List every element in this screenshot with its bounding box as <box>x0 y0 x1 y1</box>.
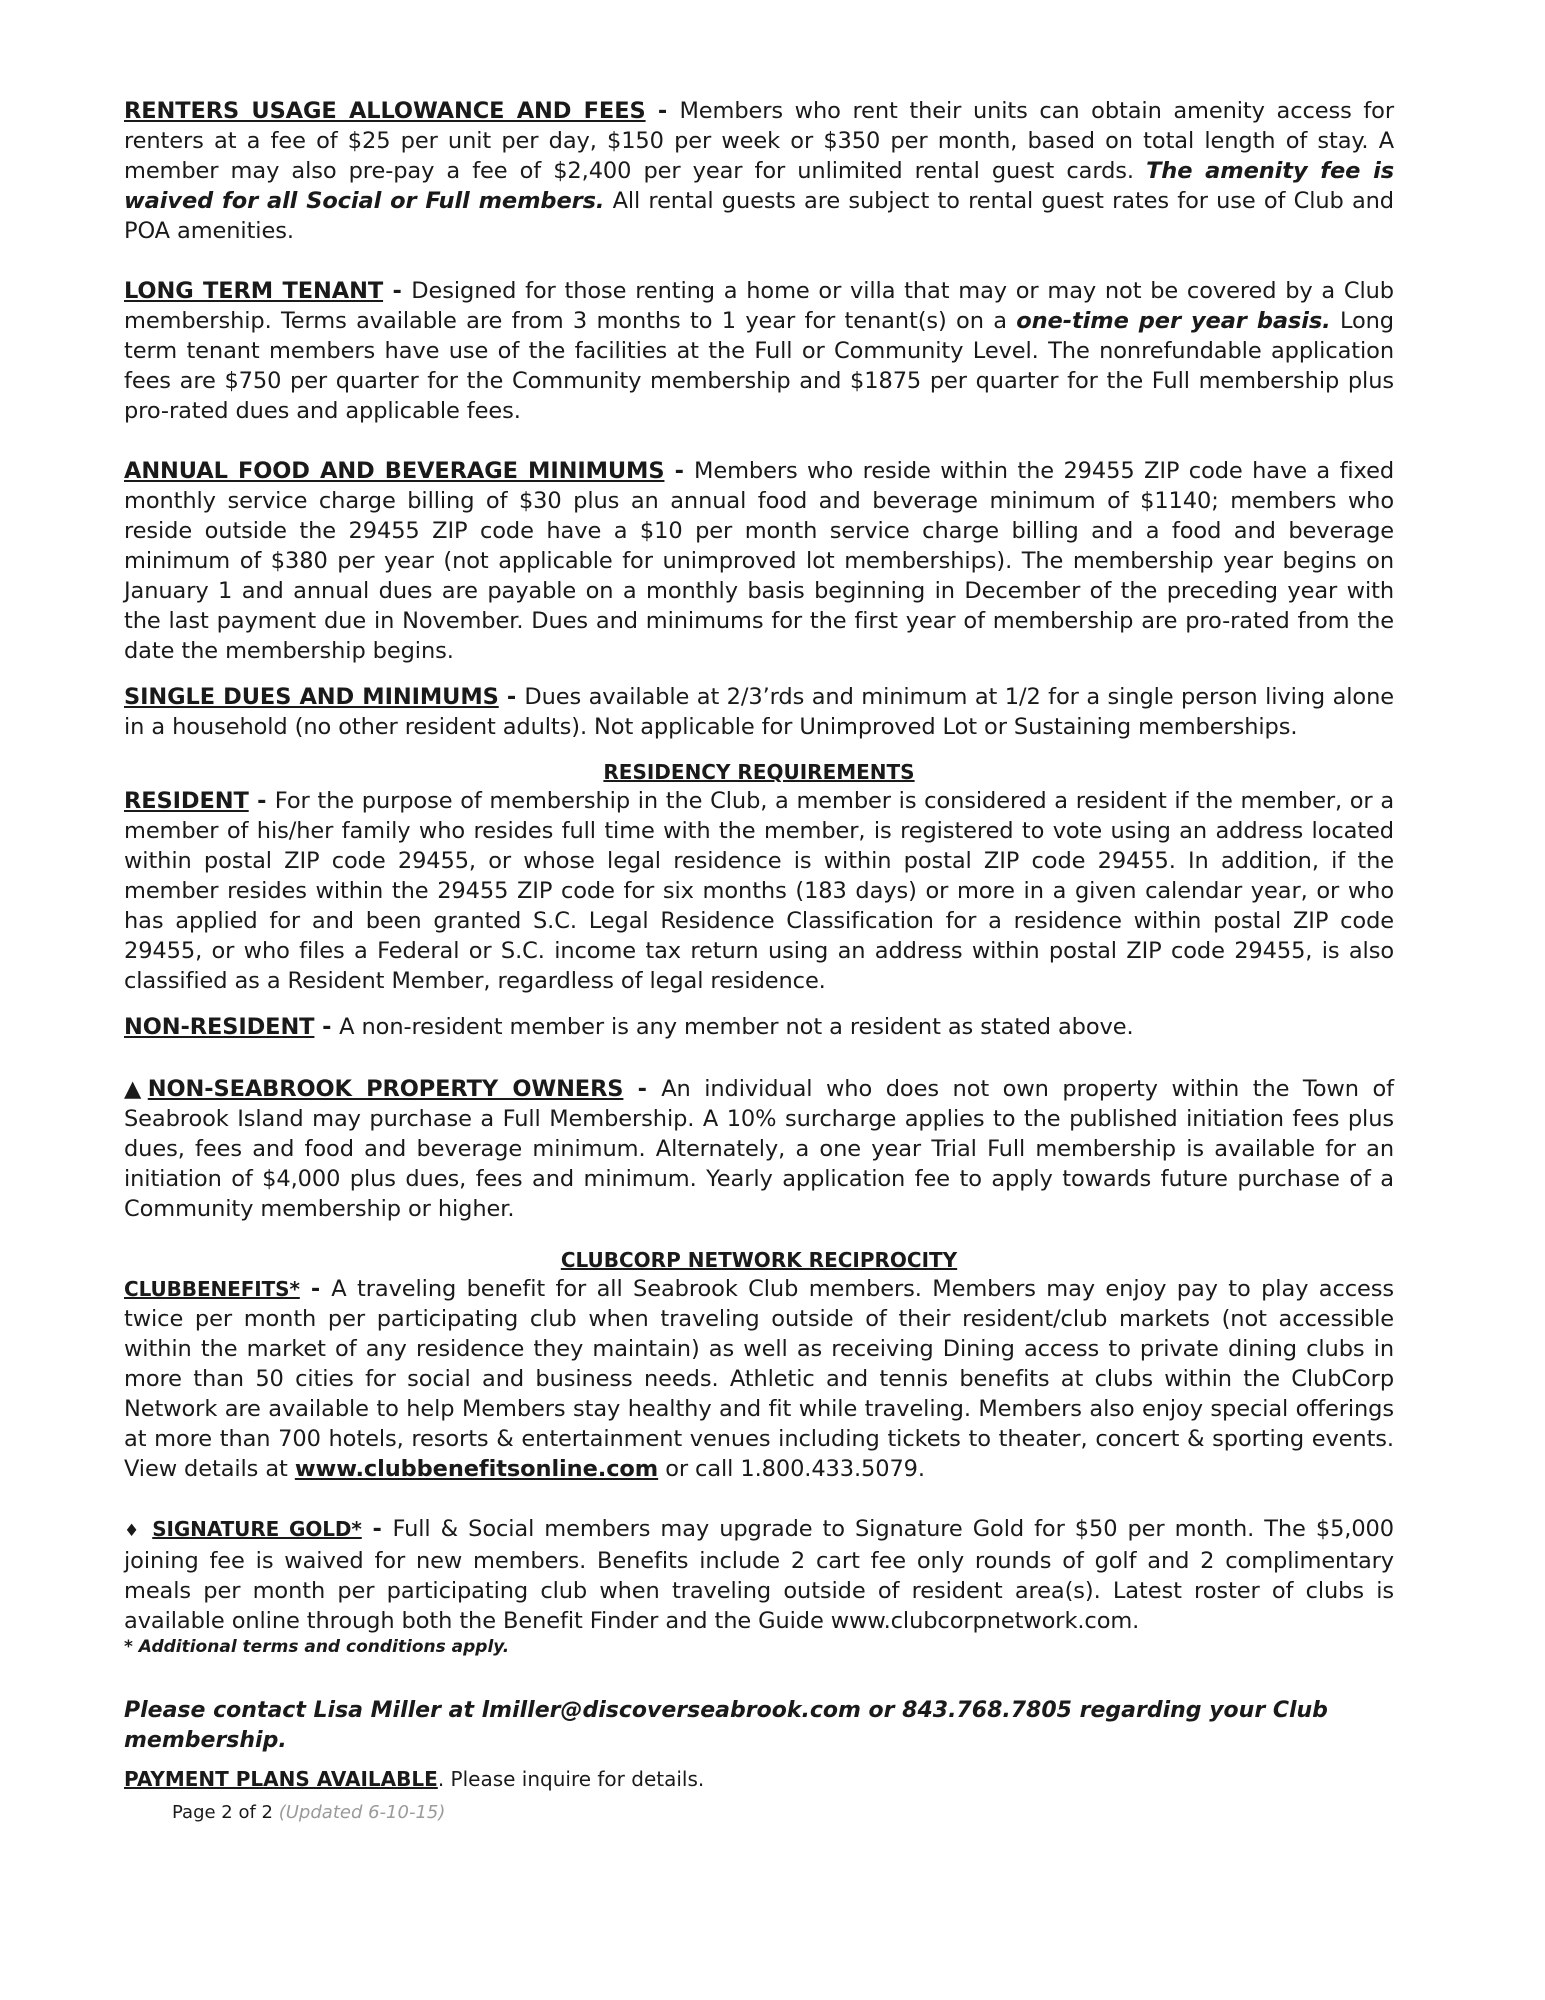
nonresident-heading: NON-RESIDENT <box>124 1014 315 1040</box>
renters-text-1: Members who rent their units can obtain amenity access for renters at a fee of $25 per unit per day, $150 per week or $350 per month, based on total length of stay. A member may also pre-pay a fee of $2,400 per year for unlimited rental guest cards. <box>124 98 1394 184</box>
long-term-paragraph <box>124 276 1394 426</box>
long-term-heading: LONG TERM TENANT <box>124 278 384 304</box>
page-number: Page 2 of 2 <box>172 1802 273 1823</box>
long-term-dash: - <box>383 278 412 304</box>
payment-plans-text: . Please inquire for details. <box>437 1767 705 1791</box>
residency-title: RESIDENCY REQUIREMENTS <box>603 760 915 784</box>
signature-gold-text: Full & Social members may upgrade to Signature Gold for $50 per month. The $5,000 joining fee is waived for new members. Benefits include 2 cart fee only rounds of golf and 2 complimentary meals per month per participating club when traveling outside of resident area(s). Latest roster of clubs is available online through both the Benefit Finder and the Guide www.clubcorpnetwork.com. <box>124 1516 1394 1634</box>
clubbenefits-text-2: or call 1.800.433.5079. <box>658 1456 925 1482</box>
single-dues-paragraph <box>124 682 1394 742</box>
clubbenefits-dash: - <box>299 1276 332 1302</box>
non-seabrook-dash: - <box>623 1076 662 1102</box>
single-dues-dash: - <box>498 684 525 710</box>
non-seabrook-text: An individual who does not own property within the Town of Seabrook Island may purchase a Full Membership. A 10% surcharge applies to the published initiation fees plus dues, fees and food and beverage minimum. Alternately, a one year Trial Full membership is available for an initiation of $4,000 plus dues, fees and minimum. Yearly application fee to apply towards future purchase of a Community membership or higher. <box>124 1076 1394 1222</box>
signature-gold-heading: SIGNATURE GOLD* <box>152 1517 362 1541</box>
resident-paragraph <box>124 786 1394 996</box>
clubbenefits-text-1: A traveling benefit for all Seabrook Club members. Members may enjoy pay to play access twice per month per participating club when traveling outside of their resident/club markets (not accessible within the market of any residence they maintain) as well as receiving Dining access to private dining clubs in more than 50 cities for social and business needs. Athletic and tennis benefits at clubs within the ClubCorp Network are available to help Members stay healthy and fit while traveling. Members also enjoy special offerings at more than 700 hotels, resorts & entertainment venues including tickets to theater, concert & sporting events. View details at <box>124 1276 1394 1482</box>
page-footer <box>172 1800 1394 1826</box>
annual-fb-text: Members who reside within the 29455 ZIP code have a fixed monthly service charge billing of $30 plus an annual food and beverage minimum of $1140; members who reside outside the 29455 ZIP code have a $10 per month service charge billing and a food and beverage minimum of $380 per year (not applicable for unimproved lot memberships). The membership year begins on January 1 and annual dues are payable on a monthly basis beginning in December of the preceding year with the last payment due in November. Dues and minimums for the first year of membership are pro-rated from the date the membership begins. <box>124 458 1394 664</box>
terms-note: * Additional terms and conditions apply. <box>124 1637 510 1657</box>
signature-gold-dash: - <box>361 1516 393 1542</box>
clubbenefits-paragraph <box>124 1274 1394 1484</box>
annual-fb-dash: - <box>664 458 695 484</box>
single-dues-text: Dues available at 2/3’rds and minimum at 1/2 for a single person living alone in a household (no other resident adults). Not applicable for Unimproved Lot or Sustaining memberships. <box>124 684 1394 740</box>
payment-plans-line <box>124 1764 1394 1794</box>
triangle-icon: ▲ <box>124 1076 148 1102</box>
nonresident-dash: - <box>314 1014 340 1040</box>
resident-heading: RESIDENT <box>124 788 249 814</box>
nonresident-paragraph <box>124 1012 1394 1042</box>
long-term-emphasis: one-time per year basis. <box>1016 308 1331 334</box>
resident-dash: - <box>248 788 275 814</box>
non-seabrook-paragraph <box>124 1074 1394 1224</box>
non-seabrook-heading: NON-SEABROOK PROPERTY OWNERS <box>147 1076 624 1102</box>
single-dues-heading: SINGLE DUES AND MINIMUMS <box>124 684 499 710</box>
renters-text-2: All rental guests are subject to rental guest rates for use of Club and POA amenities. <box>124 188 1394 244</box>
payment-plans-heading: PAYMENT PLANS AVAILABLE <box>124 1767 438 1791</box>
nonresident-text: A non-resident member is any member not a resident as stated above. <box>339 1014 1134 1040</box>
signature-gold-paragraph <box>124 1514 1394 1636</box>
contact-line: Please contact Lisa Miller at lmiller@discoverseabrook.com or 843.768.7805 regarding your Club membership. <box>124 1698 1328 1753</box>
resident-text: For the purpose of membership in the Club, a member is considered a resident if the member, or a member of his/her family who resides full time with the member, is registered to vote using an address located within postal ZIP code 29455, or whose legal residence is within postal ZIP code 29455. In addition, if the member resides within the 29455 ZIP code for six months (183 days) or more in a given calendar year, or who has applied for and been granted S.C. Legal Residence Classification for a residence within postal ZIP code 29455, or who files a Federal or S.C. income tax return using an address within postal ZIP code 29455, is also classified as a Resident Member, regardless of legal residence. <box>124 788 1395 994</box>
clubcorp-title: CLUBCORP NETWORK RECIPROCITY <box>560 1248 958 1272</box>
long-term-text-1: Designed for those renting a home or villa that may or may not be covered by a Club membership. Terms available are from 3 months to 1 year for tenant(s) on a <box>124 278 1394 334</box>
renters-paragraph <box>124 96 1394 246</box>
document-page <box>124 96 1394 1826</box>
diamond-icon: ♦ <box>124 1521 143 1541</box>
annual-fb-paragraph <box>124 456 1394 666</box>
clubbenefits-link[interactable]: www.clubbenefitsonline.com <box>294 1456 659 1482</box>
updated-date: (Updated 6-10-15) <box>278 1802 446 1823</box>
renters-emphasis: The amenity fee is waived for all Social or Full members. <box>124 158 1395 214</box>
clubbenefits-heading: CLUBBENEFITS* <box>124 1277 300 1301</box>
long-term-text-2: Long term tenant members have use of the facilities at the Full or Community Level. The nonrefundable application fees are $750 per quarter for the Community membership and $1875 per quarter for the Full membership plus pro-rated dues and applicable fees. <box>124 308 1394 424</box>
renters-dash: - <box>645 98 680 124</box>
renters-heading: RENTERS USAGE ALLOWANCE AND FEES <box>124 98 646 124</box>
annual-fb-heading: ANNUAL FOOD AND BEVERAGE MINIMUMS <box>124 458 665 484</box>
